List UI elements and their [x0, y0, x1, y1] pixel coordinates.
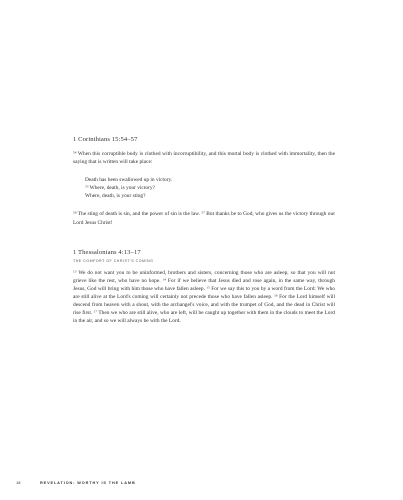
verse-number: 56 [73, 210, 77, 215]
verse-number: 17 [93, 309, 98, 314]
verse-paragraph [73, 269, 335, 326]
poetry-line: Where, death, is your sting? [85, 193, 146, 200]
passage-reference: 1 Corinthians 15:54–57 [73, 136, 138, 143]
verse-number: 14 [162, 277, 166, 282]
verse-number: 13 [73, 269, 77, 274]
verse-paragraph [73, 210, 335, 226]
verse-text: But thanks be to God, who gives us the victory through our Lord Jesus Christ! [73, 211, 335, 226]
verse-number: 57 [201, 210, 205, 215]
verse-number: 16 [274, 293, 278, 298]
verse-text: For we say this to you by a word from the Lord: We who are still alive at the Lord's coming will certainly not precede those who have fallen asleep. [73, 285, 336, 300]
verse-text: We do not want you to be uninformed, brothers and sisters, concerning those who are asleep, so that you will not grieve like the rest, who have no hope. [73, 269, 335, 284]
verse-text: When this corruptible body is clothed with incorruptibility, and this mortal body is clothed with immortality, then the saying that is written will take place: [73, 151, 335, 166]
poetry-line: $^{55}$ Where, death, is your victory? [85, 184, 155, 192]
verse-paragraph [73, 150, 335, 166]
scripture-content [73, 136, 335, 325]
verse-number: 54 [73, 150, 77, 155]
verse-text: Then we who are still alive, who are left, will be caught up together with them in the clouds to meet the Lord in the air, and so we will always be with the Lord. [73, 310, 335, 325]
page-footer [16, 480, 136, 485]
verse-text: For the Lord himself will descend from heaven with a shout, with the archangel's voice, and with the trumpet of God, and the dead in Christ will rise first. [73, 293, 335, 317]
passage-reference: 1 Thessalonians 4:13–17 [73, 248, 141, 256]
verse-number: 15 [206, 285, 210, 290]
poetry-line: Death has been swallowed up in victory. [85, 177, 173, 184]
page-number: 18 [16, 480, 21, 485]
poetry-block [85, 176, 335, 200]
verse-text: For if we believe that Jesus died and rose again, in the same way, through Jesus, God will bring with him those who have fallen asleep. [73, 277, 335, 292]
running-title: REVELATION: WORTHY IS THE LAMB [40, 481, 136, 485]
verse-number: 55 [85, 184, 89, 189]
verse-text: The sting of death is sin, and the power of sin is the law. [76, 211, 202, 218]
section-heading: THE COMFORT OF CHRIST'S COMING [73, 258, 154, 263]
